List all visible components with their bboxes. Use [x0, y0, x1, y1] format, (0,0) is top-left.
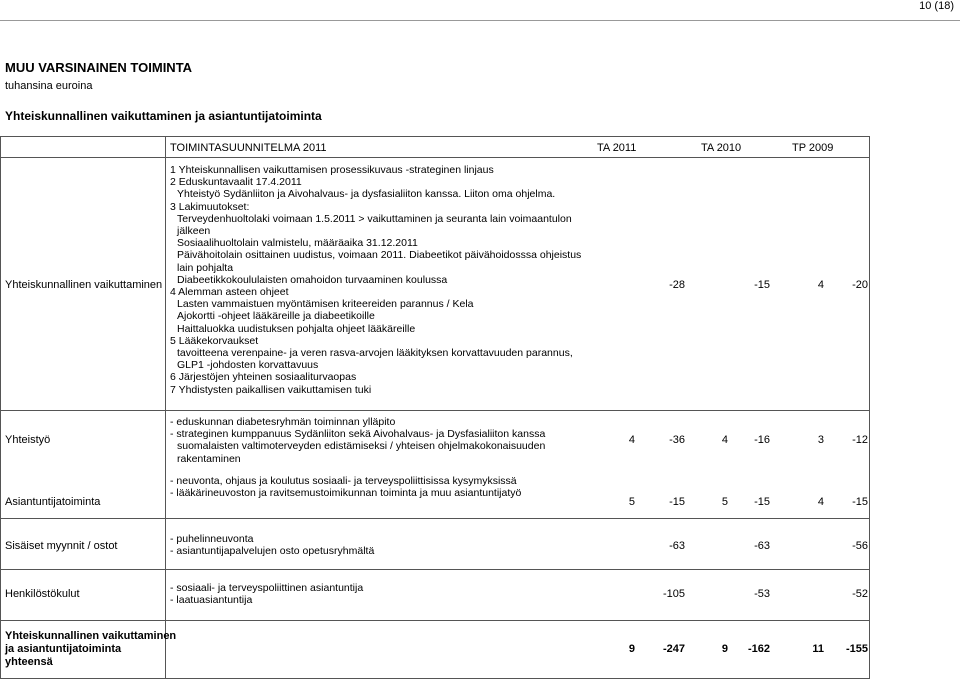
header-ta2011: TA 2011: [597, 142, 637, 154]
value-3c: -56: [852, 540, 868, 552]
value-tp2009-a: 4: [817, 279, 824, 291]
row-label-yhteistyo: Yhteistyö: [5, 434, 51, 446]
row-label-henkilosto: Henkilöstökulut: [5, 588, 80, 600]
page-title: MUU VARSINAINEN TOIMINTA: [5, 60, 193, 75]
value-1a: 4: [628, 434, 635, 446]
value-2d: -15: [754, 496, 770, 508]
total-2: -247: [662, 643, 685, 655]
total-4: -162: [747, 643, 770, 655]
total-1: 9: [628, 643, 635, 655]
row-text-yhteistyo: - eduskunnan diabetesryhmän toiminnan ylläpito - strateginen kumppanuus Sydänliiton sekä Aivohalvaus- ja Dysfasialiiton kanssa suomalaisten valtimoterveyden edistämiseksi / yhteisen ohjelmakokonaisuuden rakentaminen: [170, 416, 546, 465]
header-plan: TOIMINTASUUNNITELMA 2011: [170, 142, 327, 154]
value-3b: -63: [754, 540, 770, 552]
value-1e: 3: [817, 434, 824, 446]
value-2a: 5: [628, 496, 635, 508]
value-2b: -15: [669, 496, 685, 508]
row-text-vaikuttaminen: 1 Yhteiskunnallisen vaikuttamisen prosessikuvaus -strateginen linjaus 2 Eduskuntavaalit 17.4.2011 Yhteistyö Sydänliiton ja Aivohalvaus- ja dysfasialiiton kanssa. Liiton oma ohjelma. 3 Lakimuutokset: Terveydenhuoltolaki voimaan 1.5.2011 > vaikuttaminen ja seuranta lain voimaantulon jälkeen Sosiaalihuoltolain valmistelu, määräaika 31.12.2011 Päivähoitolain osittainen uudistus, voimaan 2011. Diabeetikot päivähoidosssa ohjeistus lain pohjalta Diabeetikkokoululaisten omahoidon turvaaminen koulussa 4 Alemman asteen ohjeet Lasten vammaistuen myöntämisen kriteereiden parannus / Kela Ajokortti -ohjeet lääkäreille ja diabeetikoille Haittaluokka uudistuksen pohjalta ohjeet lääkäreille 5 Lääkekorvaukset tavoitteena verenpaine- ja veren rasva-arvojen lääkityksen korvattavuuden parannus, GLP1 -johdosten korvattavuus 6 Järjestöjen yhteinen sosiaaliturvaopas 7 Yhdistysten paikallisen vaikuttamisen tuki: [170, 164, 582, 396]
value-tp2009-b: -20: [852, 279, 868, 291]
row-label-vaikuttaminen: Yhteiskunnallinen vaikuttaminen: [5, 279, 163, 291]
total-3: 9: [721, 643, 728, 655]
value-1f: -12: [852, 434, 868, 446]
row-text-asiantuntija: - neuvonta, ohjaus ja koulutus sosiaali- ja terveyspoliittisissa kysymyksissä - lääkärineuvoston ja ravitsemustoimikunnan toiminta ja muu asiantuntijatyö: [170, 475, 522, 500]
unit-label: tuhansina euroina: [5, 80, 93, 92]
row-label-myynnit: Sisäiset myynnit / ostot: [5, 540, 118, 552]
value-2f: -15: [852, 496, 868, 508]
value-1c: 4: [721, 434, 728, 446]
value-3a: -63: [669, 540, 685, 552]
row-label-asiantuntija: Asiantuntijatoiminta: [5, 496, 101, 508]
total-6: -155: [845, 643, 868, 655]
value-4b: -53: [754, 588, 770, 600]
value-4c: -52: [852, 588, 868, 600]
row-text-henkilosto: - sosiaali- ja terveyspoliittinen asiantuntija - laatuasiantuntija: [170, 582, 364, 607]
value-1b: -36: [669, 434, 685, 446]
value-4a: -105: [662, 588, 685, 600]
value-2e: 4: [817, 496, 824, 508]
value-ta2010: -15: [754, 279, 770, 291]
header-ta2010: TA 2010: [701, 142, 742, 154]
total-5: 11: [812, 643, 824, 655]
value-1d: -16: [754, 434, 770, 446]
header-tp2009: TP 2009: [792, 142, 834, 154]
top-rule: [0, 20, 960, 21]
page-number: 10 (18): [919, 0, 954, 12]
value-2c: 5: [721, 496, 728, 508]
total-label: Yhteiskunnallinen vaikuttaminen ja asiantuntijatoiminta yhteensä: [5, 630, 177, 668]
section-title: Yhteiskunnallinen vaikuttaminen ja asiantuntijatoiminta: [5, 109, 322, 123]
row-text-myynnit: - puhelinneuvonta - asiantuntijapalvelujen osto opetusryhmältä: [170, 533, 375, 558]
value-ta2011: -28: [669, 279, 685, 291]
